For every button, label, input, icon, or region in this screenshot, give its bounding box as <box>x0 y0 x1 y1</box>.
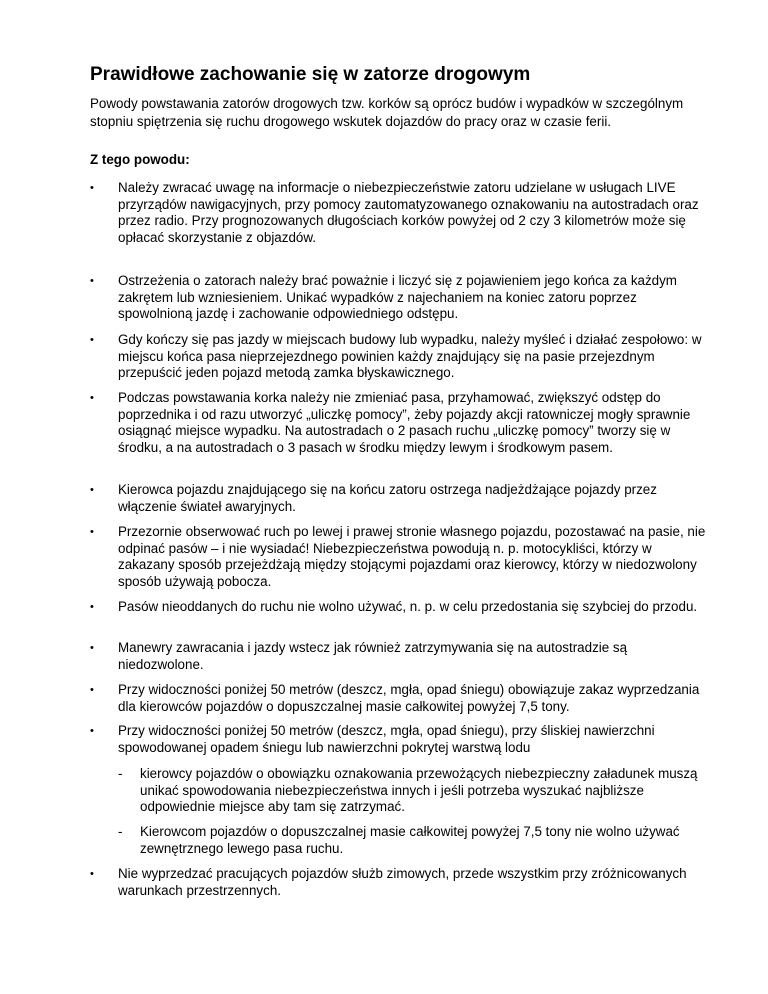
list-item <box>90 682 730 715</box>
list-item-text: Ostrzeżenia o zatorach należy brać poważnie i liczyć się z pojawieniem jego końca za każdym zakrętem lub wzniesieniem. Unikać wypadków z najechaniem na koniec zatoru poprzez spowolnioną jazdę i zachowanie odpowiedniego odstępu. <box>118 273 677 321</box>
list-item <box>90 640 730 673</box>
bullet-icon: • <box>90 684 94 696</box>
list-item-text: Przezornie obserwować ruch po lewej i prawej stronie własnego pojazdu, pozostawać na pasie, nie odpinać pasów – i nie wysiadać! Niebezpieczeństwa powodują n. p. motocykliści, którzy w zakazany sposób przejeżdżają między stojącymi pojazdami oraz kierowcy, którzy w niedozwolony sposób używają pobocza. <box>118 524 706 589</box>
dash-icon: - <box>118 766 123 781</box>
sub-list-item-text: kierowcy pojazdów o obowiązku oznakowania przewożących niebezpieczny załadunek muszą unikać spowodowania niebezpieczeństwa innych i jeśli potrzeba wyszukać najbliższe odpowiednie miejsce aby tam się zatrzymać. <box>140 766 698 814</box>
bullet-icon: • <box>90 868 94 880</box>
sub-list-item <box>118 766 718 816</box>
list-item-text: Przy widoczności poniżej 50 metrów (deszcz, mgła, opad śniegu), przy śliskiej nawierzchni spowodowanej opadem śniegu lub nawierzchni pokrytej warstwą lodu <box>118 723 655 755</box>
list-item <box>90 866 730 899</box>
bullet-icon: • <box>90 275 94 287</box>
list-item <box>90 482 730 515</box>
bullet-icon: • <box>90 334 94 346</box>
bullet-icon: • <box>90 392 94 404</box>
bullet-icon: • <box>90 182 94 194</box>
intro-paragraph: Powody powstawania zatorów drogowych tzw. korków są oprócz budów i wypadków w szczególnym stopniu spiętrzenia się ruchu drogowego wskutek dojazdów do pracy oraz w czasie ferii. <box>90 96 684 129</box>
bullet-icon: • <box>90 484 94 496</box>
sub-list-item-text: Kierowcom pojazdów o dopuszczalnej masie całkowitej powyżej 7,5 tony nie wolno używać zewnętrznego lewego pasa ruchu. <box>140 824 680 856</box>
list-item <box>90 332 730 382</box>
sub-list-item <box>118 824 718 857</box>
list-item-text: Nie wyprzedzać pracujących pojazdów służb zimowych, przede wszystkim przy zróżnicowanych warunkach przestrzennych. <box>118 866 687 898</box>
list-item <box>90 180 730 246</box>
list-item-text: Gdy kończy się pas jazdy w miejscach budowy lub wypadku, należy myśleć i działać zespołowo: w miejscu końca pasa nieprzejezdnego powinien każdy znajdujący się na pasie przejezdnym przepuścić jeden pojazd metodą zamka błyskawicznego. <box>118 332 702 380</box>
list-item <box>90 524 730 590</box>
bullet-icon: • <box>90 725 94 737</box>
list-item-text: Pasów nieoddanych do ruchu nie wolno używać, n. p. w celu przedostania się szybciej do przodu. <box>118 599 698 614</box>
list-item-text: Kierowca pojazdu znajdującego się na końcu zatoru ostrzega nadjeżdżające pojazdy przez włączenie świateł awaryjnych. <box>118 482 657 514</box>
list-item-text: Manewry zawracania i jazdy wstecz jak również zatrzymywania się na autostradzie są niedozwolone. <box>118 640 628 672</box>
list-item-text: Należy zwracać uwagę na informacje o niebezpieczeństwie zatoru udzielane w usługach LIVE przyrządów nawigacyjnych, przy pomocy zautomatyzowanego oznakowaniu na autostradach oraz przez radio. Przy prognozowanych długościach korków powyżej od 2 czy 3 kilometrów może się opłacać skorzystanie z objazdów. <box>118 180 699 245</box>
bullet-icon: • <box>90 601 94 613</box>
list-item <box>90 599 730 616</box>
list-item-text: Podczas powstawania korka należy nie zmieniać pasa, przyhamować, zwiększyć odstęp do poprzednika i od razu utworzyć „uliczkę pomocy”, żeby pojazdy akcji ratowniczej mogły sprawnie osiągnąć miejsce wypadku. Na autostradach o 2 pasach ruchu „uliczkę pomocy” tworzy się w środku, a na autostradach o 3 pasach w środku między lewym i środkowym pasem. <box>118 390 691 455</box>
list-item <box>90 723 730 756</box>
document-title: Prawidłowe zachowanie się w zatorze drogowym <box>90 64 531 85</box>
bullet-icon: • <box>90 642 94 654</box>
list-item <box>90 273 730 323</box>
bullet-icon: • <box>90 526 94 538</box>
list-item-text: Przy widoczności poniżej 50 metrów (deszcz, mgła, opad śniegu) obowiązuje zakaz wyprzedzania dla kierowców pojazdów o dopuszczalnej masie całkowitej powyżej 7,5 tony. <box>118 682 700 714</box>
dash-icon: - <box>118 824 123 839</box>
list-item <box>90 390 730 456</box>
subheading: Z tego powodu: <box>90 152 190 167</box>
